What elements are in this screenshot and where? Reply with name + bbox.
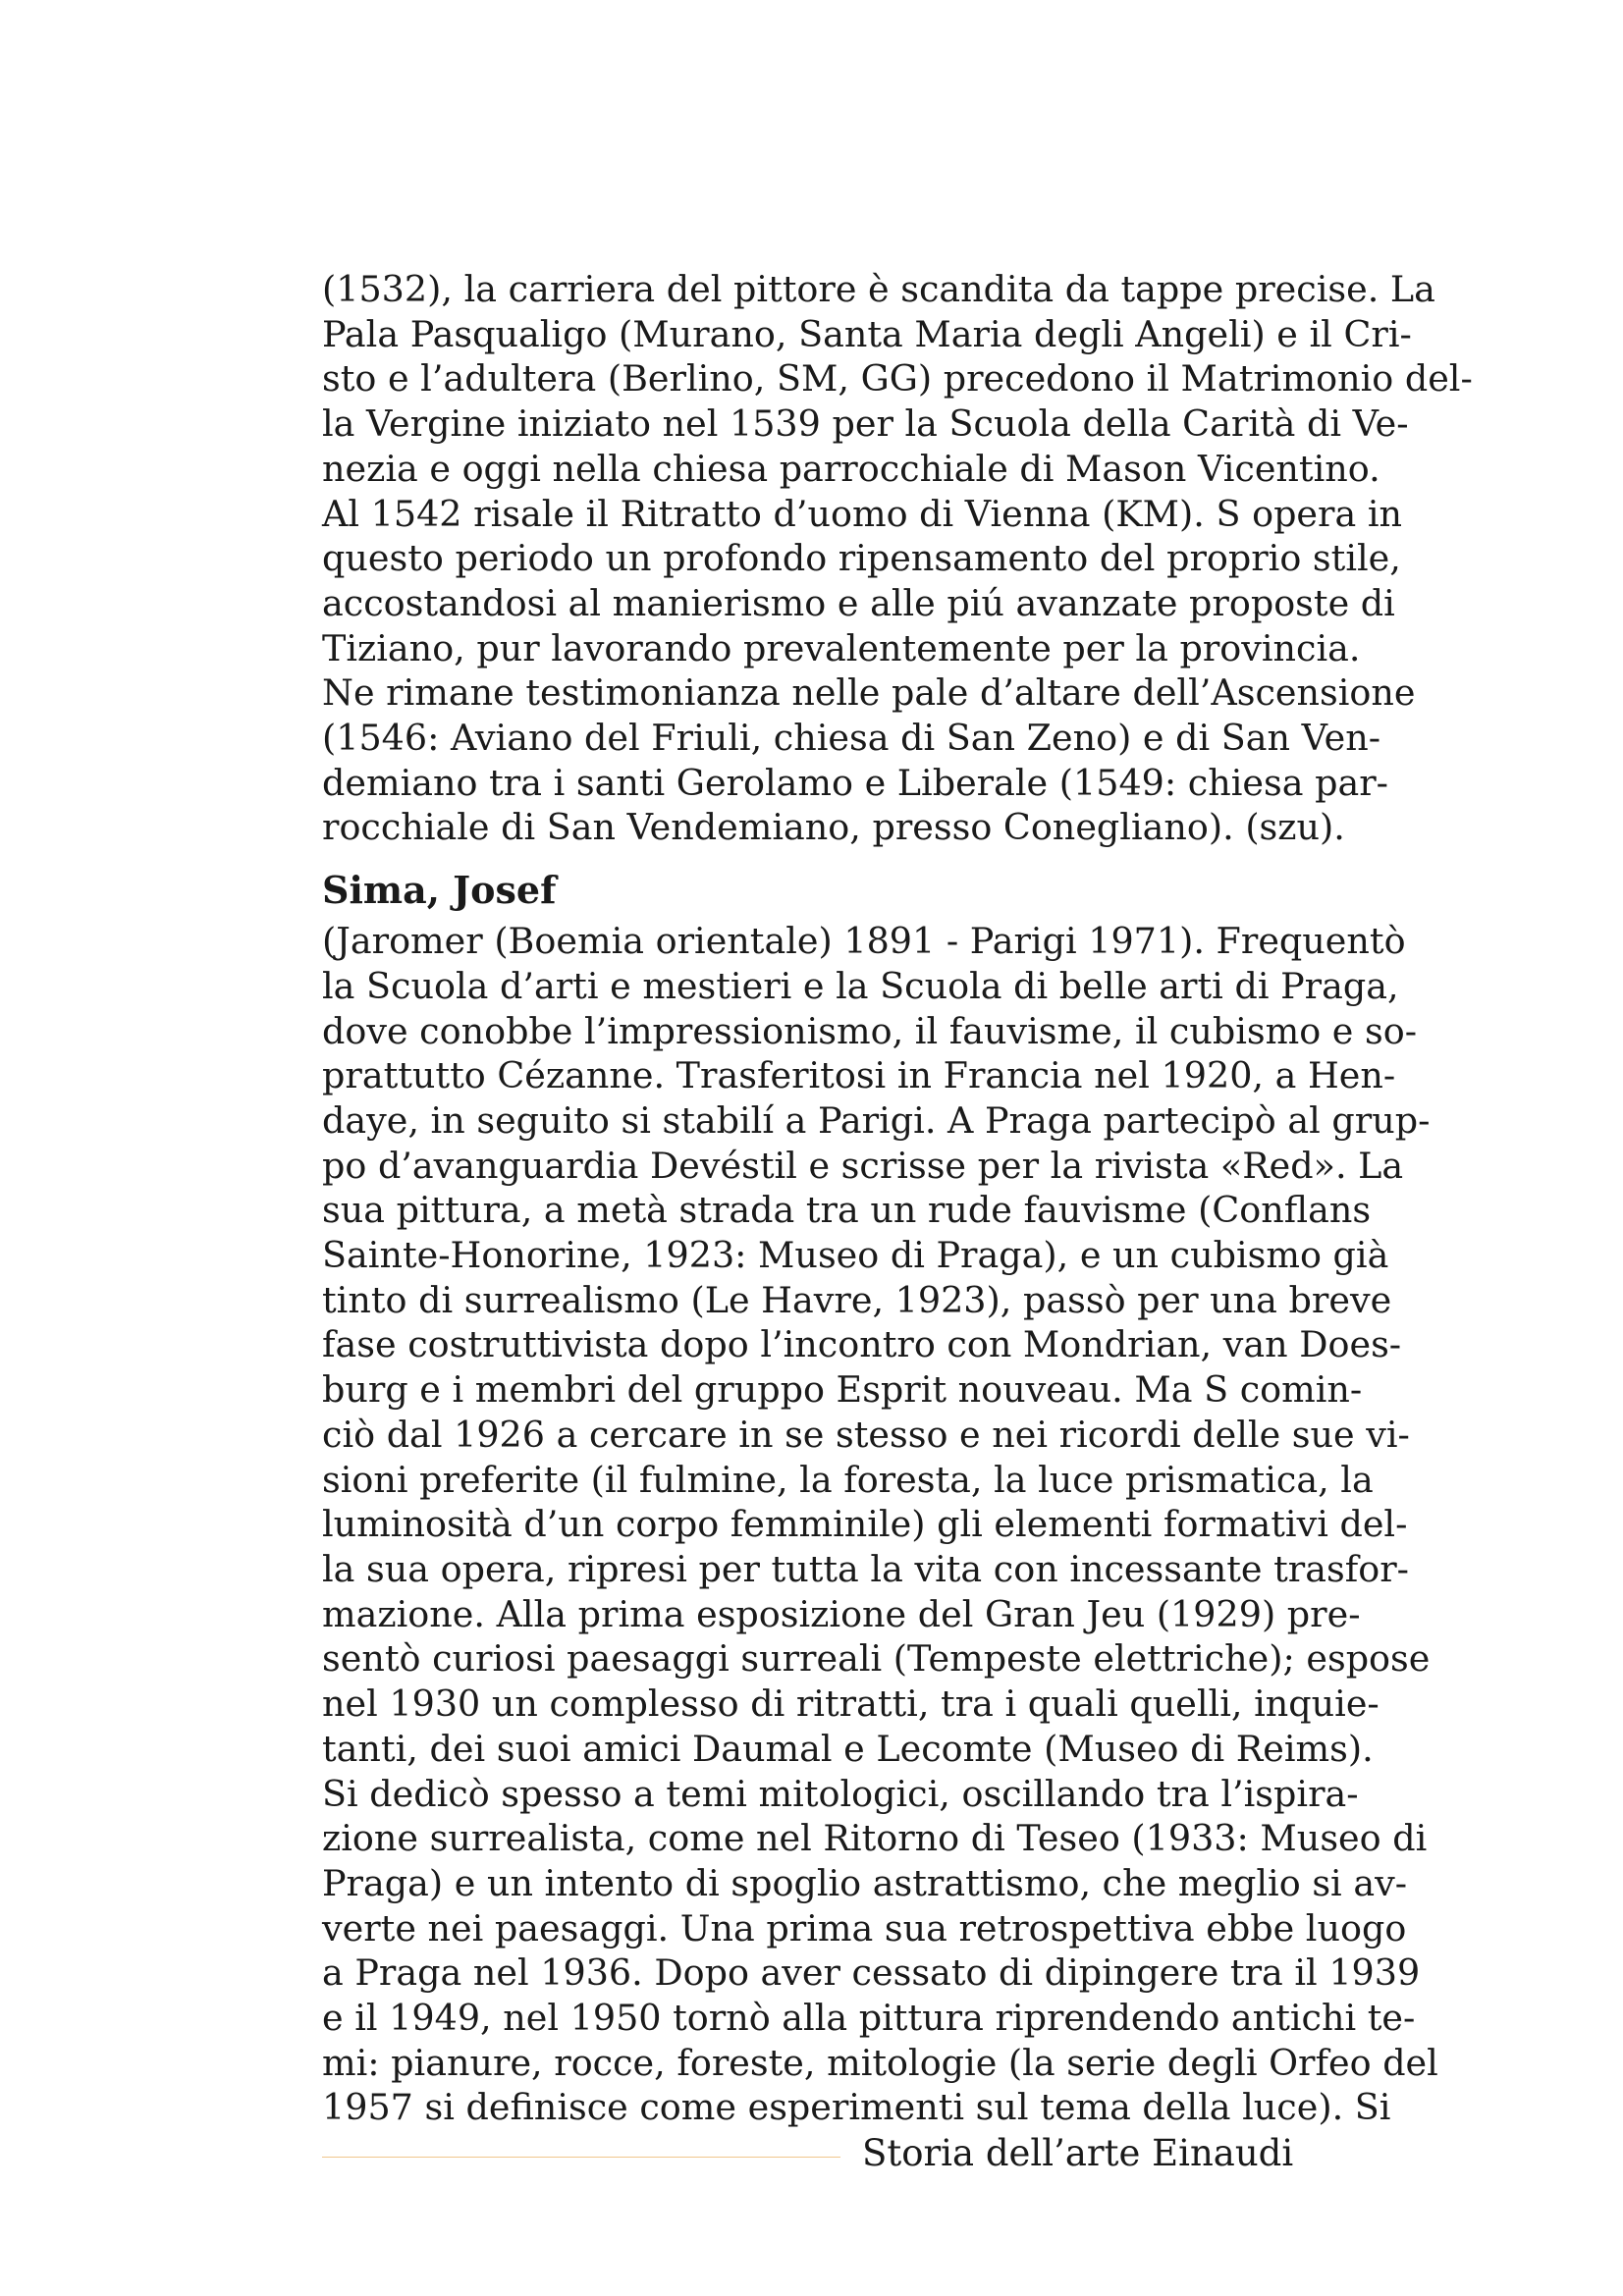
text-line: mi: pianure, rocce, foreste, mitologie (la serie degli Orfeo del [322, 2041, 1438, 2084]
text-line: e il 1949, nel 1950 tornò alla pittura riprendendo antichi te- [322, 1997, 1416, 2040]
text-line: Pala Pasqualigo (Murano, Santa Maria degli Angeli) e il Cri- [322, 312, 1412, 355]
text-line: Praga) e un intento di spoglio astrattismo, che meglio si av- [322, 1861, 1408, 1904]
text-line: Si dedicò spesso a temi mitologici, oscillando tra l’ispira- [322, 1772, 1359, 1815]
text-line: fase costruttivista dopo l’incontro con Mondrian, van Does- [322, 1323, 1402, 1366]
text-line: la Vergine iniziato nel 1539 per la Scuola della Carità di Ve- [322, 402, 1409, 446]
text-line: daye, in seguito si stabilí a Parigi. A Praga partecipò al grup- [322, 1098, 1431, 1142]
text-line: luminosità d’un corpo femminile) gli elementi formativi del- [322, 1503, 1408, 1546]
text-line: po d’avanguardia Devéstil e scrisse per la rivista «Red». La [322, 1144, 1404, 1187]
text-line: (Jaromer (Boemia orientale) 1891 - Parigi 1971). Frequentò [322, 920, 1406, 963]
footer-rule [322, 2157, 840, 2158]
text-line: (1532), la carriera del pittore è scandita da tappe precise. La [322, 268, 1435, 310]
text-line: verte nei paesaggi. Una prima sua retrospettiva ebbe luogo [322, 1906, 1407, 1949]
entry-title: Sima, Josef [322, 868, 557, 913]
text-line: a Praga nel 1936. Dopo aver cessato di dipingere tra il 1939 [322, 1951, 1421, 1995]
text-line: 1957 si definisce come esperimenti sul tema della luce). Si [322, 2086, 1391, 2129]
text-line: la sua opera, ripresi per tutta la vita con incessante trasfor- [322, 1547, 1410, 1590]
text-line: burg e i membri del gruppo Esprit nouveau. Ma S comin- [322, 1368, 1363, 1412]
text-line: Tiziano, pur lavorando prevalentemente per la provincia. [322, 626, 1361, 669]
text-line: (1546: Aviano del Friuli, chiesa di San Zeno) e di San Ven- [322, 717, 1381, 760]
text-line: tanti, dei suoi amici Daumal e Lecomte (Museo di Reims). [322, 1727, 1374, 1770]
text-line: Sainte-Honorine, 1923: Museo di Praga), e un cubismo già [322, 1234, 1389, 1277]
previous-entry-text [322, 267, 1473, 850]
footer-title: Storia dell’arte Einaudi [862, 2132, 1294, 2174]
text-line: sentò curiosi paesaggi surreali (Tempeste elettriche); espose [322, 1637, 1431, 1681]
page-body [322, 267, 1473, 2130]
text-line: mazione. Alla prima esposizione del Gran Jeu (1929) pre- [322, 1592, 1361, 1635]
text-line: dove conobbe l’impressionismo, il fauvisme, il cubismo e so- [322, 1009, 1418, 1052]
text-line: accostandosi al manierismo e alle piú avanzate proposte di [322, 581, 1395, 624]
text-line: prattutto Cézanne. Trasferitosi in Francia nel 1920, a Hen- [322, 1054, 1396, 1097]
text-line: Al 1542 risale il Ritratto d’uomo di Vienna (KM). S opera in [322, 492, 1403, 535]
text-line: questo periodo un profondo ripensamento del proprio stile, [322, 537, 1401, 580]
text-line: sua pittura, a metà strada tra un rude fauvisme (Conflans [322, 1189, 1372, 1232]
text-line: tinto di surrealismo (Le Havre, 1923), passò per una breve [322, 1278, 1392, 1321]
text-line: zione surrealista, come nel Ritorno di Teseo (1933: Museo di [322, 1817, 1428, 1860]
text-line: nezia e oggi nella chiesa parrocchiale di Mason Vicentino. [322, 447, 1380, 490]
text-line: la Scuola d’arti e mestieri e la Scuola di belle arti di Praga, [322, 964, 1399, 1007]
text-line: ciò dal 1926 a cercare in se stesso e nei ricordi delle sue vi- [322, 1413, 1410, 1456]
text-line: sto e l’adultera (Berlino, SM, GG) precedono il Matrimonio del- [322, 357, 1473, 400]
entry-text [322, 919, 1438, 2130]
text-line: nel 1930 un complesso di ritratti, tra i quali quelli, inquie- [322, 1682, 1380, 1726]
text-line: sioni preferite (il fulmine, la foresta, la luce prismatica, la [322, 1458, 1374, 1501]
text-line: Ne rimane testimonianza nelle pale d’altare dell’Ascensione [322, 671, 1416, 715]
text-line: rocchiale di San Vendemiano, presso Conegliano). (szu). [322, 806, 1345, 849]
text-line: demiano tra i santi Gerolamo e Liberale (1549: chiesa par- [322, 761, 1389, 804]
